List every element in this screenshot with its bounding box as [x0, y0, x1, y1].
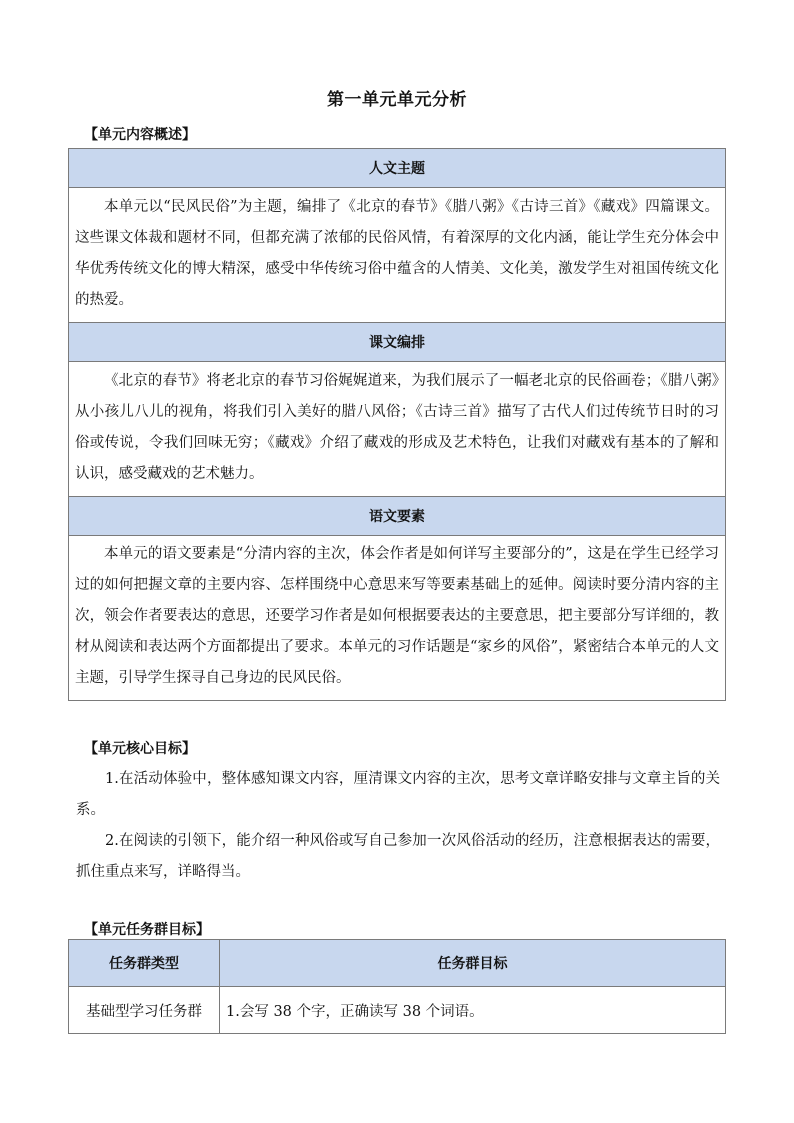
core-goal-item: 2.在阅读的引领下，能介绍一种风俗或写自己参加一次风俗活动的经历，注意根据表达的需要，抓住重点来写，详略得当。 — [76, 833, 720, 880]
core-goal-item: 1.在活动体验中，整体感知课文内容，厘清课文内容的主次，思考文章详略安排与文章主旨的关系。 — [76, 771, 720, 818]
table-row — [69, 987, 726, 1034]
document-title: 第一单元单元分析 — [327, 90, 467, 110]
elements-text: 本单元的语文要素是“分清内容的主次，体会作者是如何详写主要部分的”，这是在学生已经学习过的如何把握文章的主要内容、怎样围绕中心意思来写等要素基础上的延伸。阅读时要分清内容的主次，领会作者要表达的意思，还要学习作者是如何根据要表达的主要意思，把主要部分写详细的，教材从阅读和表达两个方面都提出了要求。本单元的习作话题是“家乡的风俗”，紧密结合本单元的人文主题，引导学生探寻自己身边的民风民俗。 — [69, 536, 726, 701]
task-groups-heading: 【单元任务群目标】 — [84, 922, 210, 938]
task-goal-cell: 1.会写 38 个字，正确读写 38 个词语。 — [220, 987, 726, 1034]
elements-header: 语文要素 — [69, 497, 726, 536]
overview-heading: 【单元内容概述】 — [84, 127, 196, 143]
overview-table — [68, 148, 726, 701]
arrangement-header: 课文编排 — [69, 323, 726, 362]
task-type-cell: 基础型学习任务群 — [69, 987, 220, 1034]
theme-header: 人文主题 — [69, 149, 726, 188]
col-header-goal: 任务群目标 — [220, 940, 726, 987]
task-groups-table — [68, 939, 726, 1034]
theme-text: 本单元以“民风民俗”为主题，编排了《北京的春节》《腊八粥》《古诗三首》《藏戏》四篇课文。这些课文体裁和题材不同，但都充满了浓郁的民俗风情，有着深厚的文化内涵，能让学生充分体会中华优秀传统文化的博大精深，感受中华传统习俗中蕴含的人情美、文化美，激发学生对祖国传统文化的热爱。 — [69, 188, 726, 323]
arrangement-text: 《北京的春节》将老北京的春节习俗娓娓道来，为我们展示了一幅老北京的民俗画卷；《腊八粥》从小孩儿八儿的视角，将我们引入美好的腊八风俗；《古诗三首》描写了古代人们过传统节日时的习俗或传说，令我们回味无穷；《藏戏》介绍了藏戏的形成及艺术特色，让我们对藏戏有基本的了解和认识，感受藏戏的艺术魅力。 — [69, 362, 726, 497]
core-goals-heading: 【单元核心目标】 — [84, 741, 196, 757]
col-header-type: 任务群类型 — [69, 940, 220, 987]
